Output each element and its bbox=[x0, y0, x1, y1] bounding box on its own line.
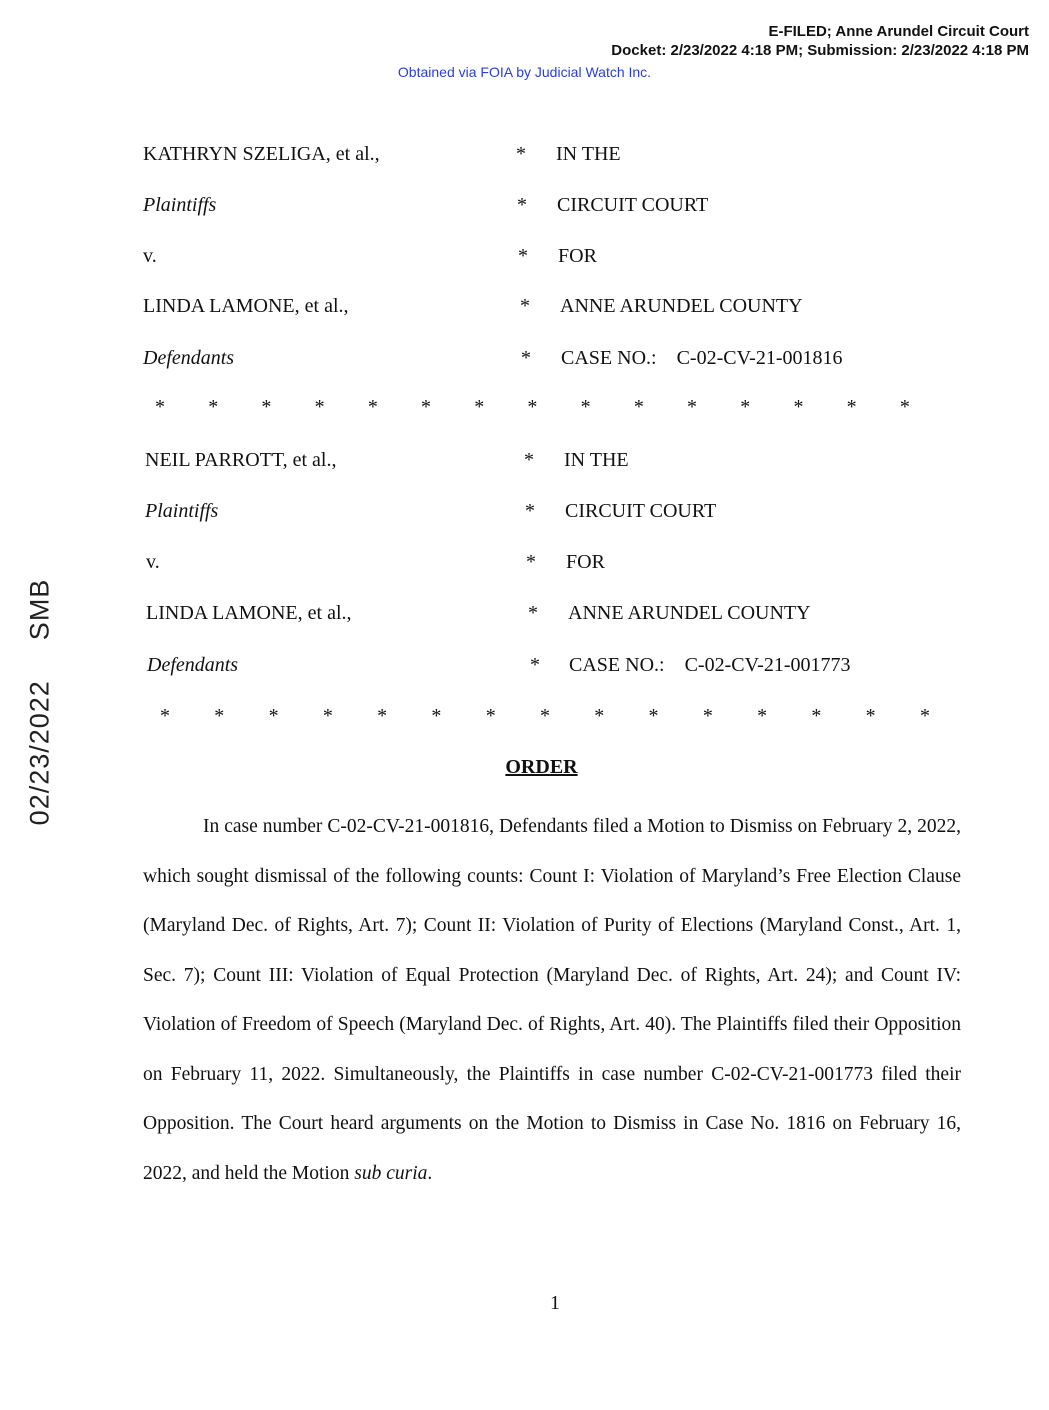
efiling-stamp-docket: Docket: 2/23/2022 4:18 PM; Submission: 2/23/2022 4:18 PM bbox=[611, 42, 1029, 59]
separator-asterisk: * bbox=[740, 396, 751, 418]
paragraph-end: . bbox=[427, 1162, 433, 1184]
versus: v. bbox=[146, 551, 160, 573]
foia-notice: Obtained via FOIA by Judicial Watch Inc. bbox=[397, 64, 652, 80]
caption-asterisk: * bbox=[526, 551, 536, 573]
order-paragraph bbox=[143, 802, 961, 1198]
separator-asterisk: * bbox=[214, 705, 225, 727]
court-line: IN THE bbox=[556, 143, 621, 165]
court-line: FOR bbox=[566, 551, 605, 573]
side-stamp-initials: SMB bbox=[24, 578, 55, 641]
side-date-stamp bbox=[25, 579, 56, 826]
court-line: ANNE ARUNDEL COUNTY bbox=[568, 602, 811, 624]
paragraph-text: In case number C-02-CV-21-001816, Defendants filed a Motion to Dismiss on February 2, 2022, which sought dismissal of the following counts: Count I: Violation of Maryland’s Free Election Clause (Maryland Dec. of Rights, Art. 7); Count II: Violation of Purity of Elections (Maryland Const., Art. 1, Sec. 7); Count III: Violation of Equal Protection (Maryland Dec. of Rights, Art. 24); and Count IV: Violation of Freedom of Speech (Maryland Dec. of Rights, Art. 40). The Plaintiffs filed their Opposition on February 11, 2022. Simultaneously, the Plaintiffs in case number C-02-CV-21-001773 filed their Opposition. The Court heard arguments on the Motion to Dismiss in Case No. 1816 on February 16, 2022, and held the Motion bbox=[143, 816, 961, 1184]
caption-asterisk: * bbox=[518, 245, 528, 267]
side-stamp-date: 02/23/2022 bbox=[24, 680, 55, 826]
party-role: Defendants bbox=[147, 654, 239, 676]
separator-asterisk: * bbox=[367, 396, 378, 418]
caption-asterisk: * bbox=[525, 500, 535, 522]
separator-asterisk: * bbox=[811, 705, 822, 727]
separator-asterisk: * bbox=[268, 705, 279, 727]
separator-asterisk: * bbox=[474, 396, 485, 418]
separator-asterisk: * bbox=[633, 396, 644, 418]
separator-asterisk: * bbox=[527, 396, 538, 418]
order-title: ORDER bbox=[505, 756, 578, 778]
court-line: CIRCUIT COURT bbox=[565, 500, 717, 522]
separator-asterisk: * bbox=[431, 705, 442, 727]
separator-asterisk: * bbox=[594, 705, 605, 727]
separator-asterisk: * bbox=[919, 705, 930, 727]
separator-asterisk: * bbox=[757, 705, 768, 727]
efiling-stamp-court: E-FILED; Anne Arundel Circuit Court bbox=[768, 23, 1029, 40]
separator-asterisk: * bbox=[485, 705, 496, 727]
separator-asterisk: * bbox=[322, 705, 333, 727]
separator-asterisk: * bbox=[580, 396, 591, 418]
caption-asterisk: * bbox=[530, 654, 540, 676]
court-line: ANNE ARUNDEL COUNTY bbox=[560, 295, 803, 317]
separator-asterisk: * bbox=[261, 396, 272, 418]
separator-asterisk: * bbox=[702, 705, 713, 727]
caption-asterisk: * bbox=[524, 449, 534, 471]
separator-asterisk: * bbox=[377, 705, 388, 727]
case-number: CASE NO.: C-02-CV-21-001816 bbox=[561, 347, 843, 369]
efiling-stamp bbox=[611, 22, 1029, 60]
separator-asterisk: * bbox=[899, 396, 910, 418]
separator-asterisk: * bbox=[865, 705, 876, 727]
court-line: CIRCUIT COURT bbox=[557, 194, 709, 216]
party-name: KATHRYN SZELIGA, et al., bbox=[143, 143, 380, 165]
party-role: Plaintiffs bbox=[143, 194, 217, 216]
separator-asterisk: * bbox=[208, 396, 219, 418]
caption-asterisk: * bbox=[520, 295, 530, 317]
party-name: LINDA LAMONE, et al., bbox=[143, 295, 349, 317]
separator-asterisk: * bbox=[155, 396, 165, 418]
separator-asterisk: * bbox=[314, 396, 325, 418]
case-number: CASE NO.: C-02-CV-21-001773 bbox=[569, 654, 851, 676]
separator-asterisk: * bbox=[687, 396, 698, 418]
versus: v. bbox=[143, 245, 157, 267]
court-line: IN THE bbox=[564, 449, 629, 471]
separator-asterisk: * bbox=[160, 705, 170, 727]
court-line: FOR bbox=[558, 245, 597, 267]
page-number: 1 bbox=[550, 1292, 560, 1314]
caption-asterisk: * bbox=[521, 347, 531, 369]
asterisk-separator bbox=[155, 396, 910, 420]
separator-asterisk: * bbox=[648, 705, 659, 727]
party-name: LINDA LAMONE, et al., bbox=[146, 602, 352, 624]
separator-asterisk: * bbox=[846, 396, 857, 418]
party-role: Plaintiffs bbox=[145, 500, 219, 522]
caption-asterisk: * bbox=[516, 143, 526, 165]
party-name: NEIL PARROTT, et al., bbox=[145, 449, 337, 471]
caption-asterisk: * bbox=[528, 602, 538, 624]
paragraph-italic-term: sub curia bbox=[354, 1162, 428, 1184]
separator-asterisk: * bbox=[793, 396, 804, 418]
separator-asterisk: * bbox=[539, 705, 550, 727]
caption-asterisk: * bbox=[517, 194, 527, 216]
party-role: Defendants bbox=[143, 347, 235, 369]
separator-asterisk: * bbox=[421, 396, 432, 418]
asterisk-separator bbox=[160, 705, 930, 729]
